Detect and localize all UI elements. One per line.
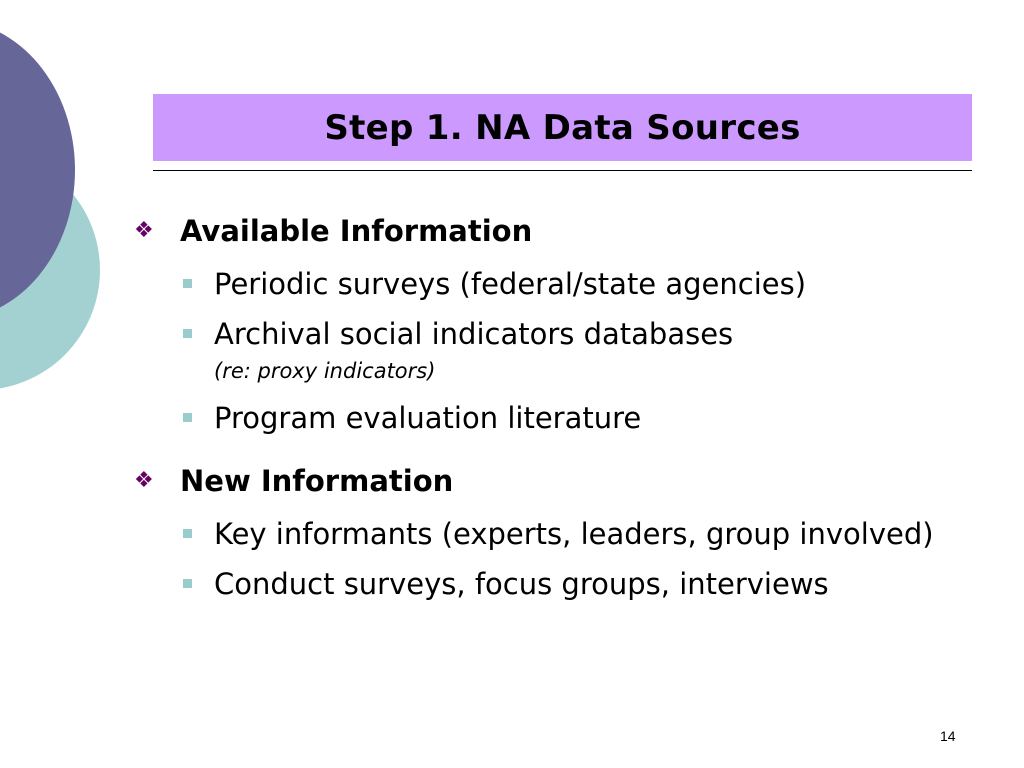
list-item-text: Key informants (experts, leaders, group involved) [214,517,934,551]
list-item-text: Archival social indicators databases [214,317,734,351]
list-item [128,398,978,438]
section-heading-label: Available Information [180,214,533,248]
diamond-bullet-icon: ❖ [134,468,154,493]
square-bullet-icon [183,579,192,588]
list-item-text: Conduct surveys, focus groups, interviews [214,567,829,601]
list-item [128,264,978,304]
list-item-text: Program evaluation literature [214,401,642,435]
section-heading-available [128,208,978,254]
title-band [153,94,972,161]
section-heading-new [128,458,978,504]
list-item [128,564,978,604]
page-number: 14 [940,728,956,744]
list-item-note: (re: proxy indicators) [214,359,436,383]
section-heading-label: New Information [180,464,454,498]
title-divider [153,170,972,171]
square-bullet-icon [183,529,192,538]
list-item-text: Periodic surveys (federal/state agencies) [214,267,807,301]
square-bullet-icon [183,279,192,288]
square-bullet-icon [183,329,192,338]
list-item [128,314,978,354]
list-item [128,514,978,554]
slide-content [128,208,978,604]
slide-title: Step 1. NA Data Sources [324,107,801,148]
square-bullet-icon [183,413,192,422]
diamond-bullet-icon: ❖ [134,218,154,243]
